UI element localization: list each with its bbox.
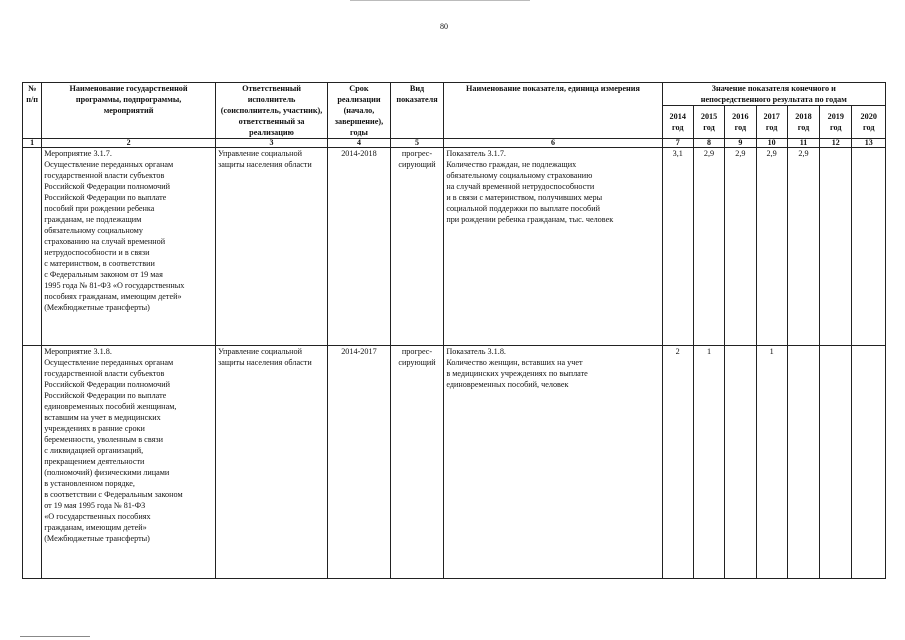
indicator-kind: прогрес- сирующий [390,346,444,579]
value-2017: 2,9 [756,148,787,346]
value-2017: 1 [756,346,787,579]
column-number: 2 [42,139,216,148]
value-2015: 1 [693,346,724,579]
value-2016 [725,346,756,579]
value-2015: 2,9 [693,148,724,346]
program-table [22,82,886,579]
column-number-row [23,139,886,148]
header-period: Срок реализации (начало, завершение), годы [328,83,391,139]
header-values-by-year: Значение показателя конечного и непосредственного результата по годам [662,83,885,106]
header-year-2018: 2018 год [787,106,819,139]
column-number: 1 [23,139,42,148]
responsible-executor: Управление социальной защиты населения области [215,148,327,346]
header-indicator-name: Наименование показателя, единица измерения [444,83,662,139]
scan-bottom-edge [20,636,90,637]
implementation-period: 2014-2017 [328,346,391,579]
column-number: 4 [328,139,391,148]
activity-name: Мероприятие 3.1.7. Осуществление переданных органам государственной власти субъектов Российской Федерации полномочий Российской Федерации по выплате пособий при рождении ребенка гражданам, не подлежащим обязательному социальному страхованию на случай временной нетрудоспособности и в связи с материнством, в соответствии с Федеральным законом от 19 мая 1995 года № 81-ФЗ «О государственных пособиях гражданам, имеющим детей» (Межбюджетные трансферты) [42,148,216,346]
header-year-2020: 2020 год [852,106,886,139]
indicator-kind: прогрес- сирующий [390,148,444,346]
value-2019 [820,148,852,346]
row-num [23,148,42,346]
value-2018 [787,346,819,579]
column-number: 10 [756,139,787,148]
table-row [23,148,886,346]
value-2019 [820,346,852,579]
column-number: 5 [390,139,444,148]
column-number: 11 [787,139,819,148]
header-year-2015: 2015 год [693,106,724,139]
header-indicator-kind: Вид показателя [390,83,444,139]
column-number: 12 [820,139,852,148]
row-num [23,346,42,579]
column-number: 13 [852,139,886,148]
responsible-executor: Управление социальной защиты населения области [215,346,327,579]
activity-name: Мероприятие 3.1.8. Осуществление переданных органам государственной власти субъектов Российской Федерации полномочий Российской Федерации по выплате единовременных пособий женщинам, вставшим на учет в медицинских учреждениях в ранние сроки беременности, уволенным в связи с ликвидацией организаций, прекращением деятельности (полномочий) физическими лицами в установленном порядке, в соответствии с Федеральным законом от 19 мая 1995 года № 81-ФЗ «О государственных пособиях гражданам, имеющим детей» (Межбюджетные трансферты) [42,346,216,579]
column-number: 8 [693,139,724,148]
column-number: 6 [444,139,662,148]
value-2020 [852,346,886,579]
column-number: 9 [725,139,756,148]
value-2014: 3,1 [662,148,693,346]
header-num: № п/п [23,83,42,139]
indicator-name: Показатель 3.1.8. Количество женщин, вставших на учет в медицинских учреждениях по выплате единовременных пособий, человек [444,346,662,579]
column-number: 7 [662,139,693,148]
header-year-2019: 2019 год [820,106,852,139]
header-year-2017: 2017 год [756,106,787,139]
value-2020 [852,148,886,346]
implementation-period: 2014-2018 [328,148,391,346]
value-2016: 2,9 [725,148,756,346]
value-2018: 2,9 [787,148,819,346]
page-number: 80 [440,22,448,31]
header-program-name: Наименование государственной программы, подпрограммы, мероприятий [42,83,216,139]
header-year-2016: 2016 год [725,106,756,139]
value-2014: 2 [662,346,693,579]
header-responsible: Ответственный исполнитель (соисполнитель, участник), ответственный за реализацию [215,83,327,139]
scan-top-edge [350,0,530,1]
header-year-2014: 2014 год [662,106,693,139]
column-number: 3 [215,139,327,148]
table-row [23,346,886,579]
indicator-name: Показатель 3.1.7. Количество граждан, не подлежащих обязательному социальному страхованию на случай временной нетрудоспособности и в связи с материнством, получивших меры социальной поддержки по выплате пособий при рождении ребенка гражданам, тыс. человек [444,148,662,346]
